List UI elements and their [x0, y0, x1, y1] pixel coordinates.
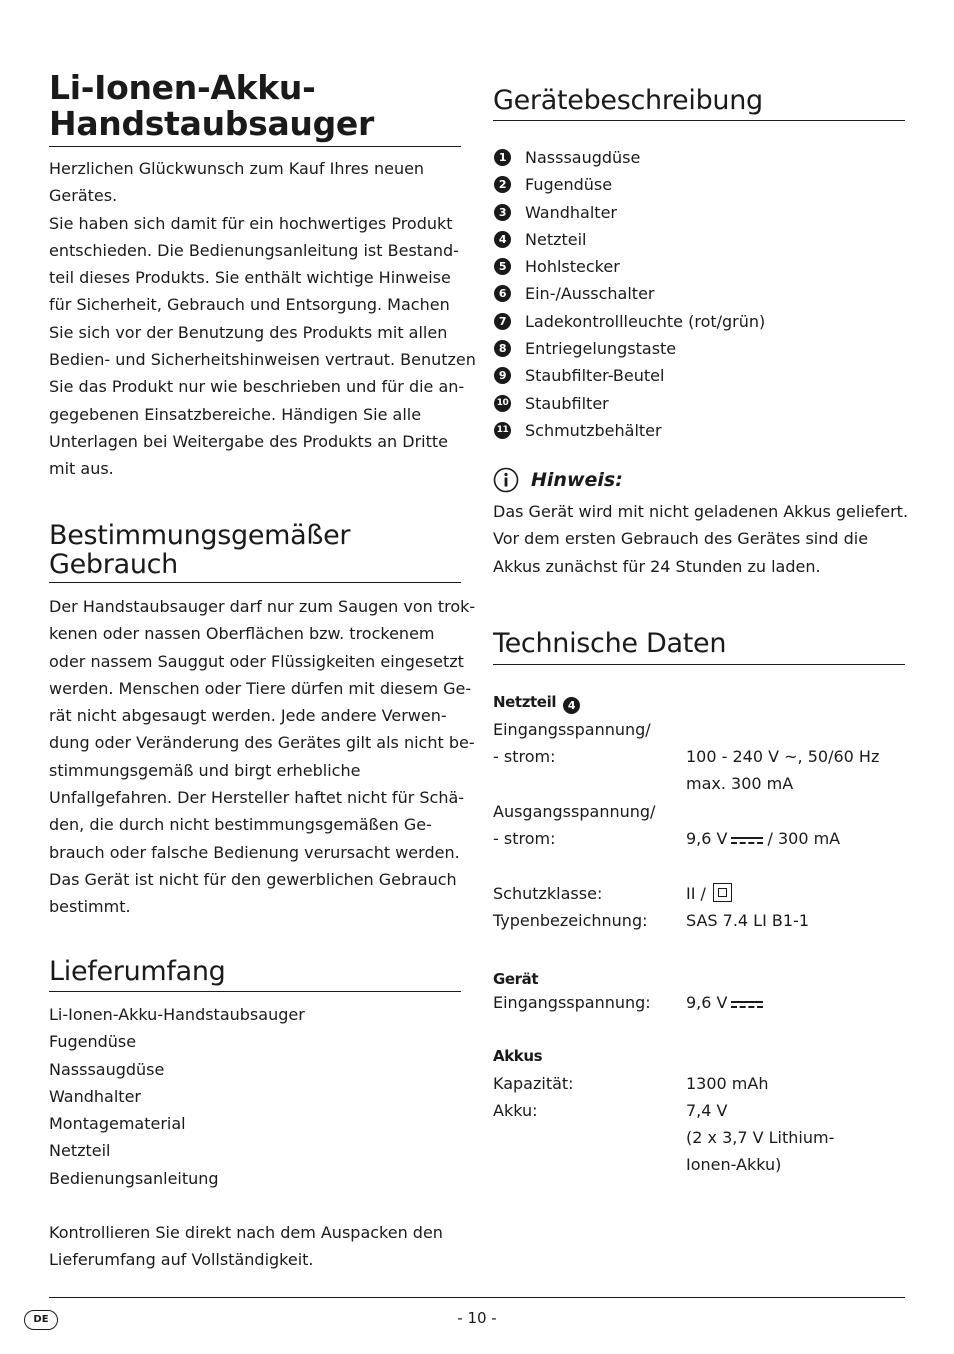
use-line: kenen oder nassen Oberflächen bzw. trockenem: [49, 624, 435, 644]
intro-line: teil dieses Produkts. Sie enthält wichtige Hinweise: [49, 268, 451, 288]
part-label: Hohlstecker: [525, 257, 620, 277]
spec-value: 1300 mAh: [686, 1074, 769, 1093]
use-line: Unfallgefahren. Der Hersteller haftet nicht für Schä-: [49, 788, 465, 808]
scope-check-line: Lieferumfang auf Vollständigkeit.: [49, 1250, 314, 1270]
protection-class: II /: [686, 884, 706, 903]
spec-label: Eingangsspannung/: [493, 720, 651, 739]
part-label: Nasssaugdüse: [525, 148, 641, 167]
intro-line: gegebenen Einsatzbereiche. Händigen Sie alle: [49, 404, 422, 424]
hint-line: Vor dem ersten Gebrauch des Gerätes sind die: [493, 529, 869, 549]
section-heading-tech: Technische Daten: [493, 628, 727, 659]
list-item: [493, 171, 765, 198]
title-rule: [49, 146, 461, 147]
intro-line: entschieden. Die Bedienungsanleitung ist Bestand-: [49, 240, 459, 260]
list-item: [493, 390, 765, 417]
list-item: [493, 253, 765, 280]
part-label: Entriegelungstaste: [525, 339, 677, 359]
list-item: Fugendüse: [49, 1032, 137, 1052]
number-badge-icon: 7: [494, 313, 511, 330]
output-current: / 300 mA: [767, 829, 841, 848]
list-item: [493, 280, 765, 307]
spec-label: - strom:: [493, 747, 556, 766]
output-voltage: 9,6 V: [686, 829, 728, 848]
use-rule: [49, 582, 461, 583]
intro-line: Sie sich vor der Benutzung des Produkts mit allen: [49, 322, 448, 342]
list-item: [493, 417, 765, 444]
part-label: Wandhalter: [525, 202, 617, 222]
part-label: Ladekontrollleuchte (rot/grün): [525, 311, 766, 331]
hint-line: Akkus zunächst für 24 Stunden zu laden.: [493, 556, 821, 576]
parts-list: [493, 144, 765, 444]
device-voltage: 9,6 V: [686, 993, 728, 1012]
use-paragraph: [49, 593, 475, 921]
intro-paragraph: [49, 155, 476, 483]
number-badge-icon: 6: [494, 285, 511, 302]
use-line: werden. Menschen oder Tiere dürfen mit diesem Ge-: [49, 678, 472, 698]
use-line: den, die durch nicht bestimmungsgemäßen Ge-: [49, 815, 432, 835]
spec-label: Eingangsspannung:: [493, 993, 651, 1012]
list-item: [493, 226, 765, 253]
scope-check-paragraph: [49, 1219, 443, 1274]
battery-subheading: Akkus: [493, 1047, 543, 1065]
list-item: Nasssaugdüse: [49, 1059, 165, 1079]
intro-line: Sie das Produkt nur wie beschrieben und für die an-: [49, 377, 465, 397]
spec-value: [686, 880, 732, 907]
scope-check-line: Kontrollieren Sie direkt nach dem Auspacken den: [49, 1223, 443, 1242]
description-rule: [493, 120, 905, 121]
tech-rule: [493, 664, 905, 665]
number-badge-icon: 5: [494, 258, 511, 275]
psu-subheading: [493, 693, 578, 712]
list-item: Montagematerial: [49, 1114, 186, 1134]
spec-value: Ionen-Akku): [686, 1155, 782, 1174]
footer-rule: [49, 1297, 905, 1298]
use-heading-line-2: Gebrauch: [49, 549, 178, 580]
list-item: [493, 362, 765, 389]
use-line: oder nassem Sauggut oder Flüssigkeiten eingesetzt: [49, 651, 464, 671]
language-badge: DE: [24, 1310, 58, 1330]
hint-paragraph: [493, 498, 908, 580]
spec-value: 100 - 240 V ~, 50/60 Hz: [686, 747, 880, 766]
section-heading-scope: Lieferumfang: [49, 956, 226, 987]
page-number: - 10 -: [457, 1309, 497, 1327]
info-icon: [493, 467, 519, 493]
intro-line: Bedien- und Sicherheitshinweisen vertraut. Benutzen: [49, 350, 476, 370]
list-item: [493, 144, 765, 171]
list-item: Li-Ionen-Akku-Handstaubsauger: [49, 1005, 305, 1024]
dc-symbol-icon: [731, 835, 763, 845]
number-badge-icon: 10: [494, 395, 511, 412]
part-label: Staubfilter: [525, 393, 609, 413]
intro-line: Unterlagen bei Weitergabe des Produkts an Dritte: [49, 431, 449, 451]
list-item: Wandhalter: [49, 1086, 141, 1106]
use-line: dung oder Veränderung des Gerätes gilt als nicht be-: [49, 733, 475, 753]
spec-value: SAS 7.4 LI B1-1: [686, 911, 809, 930]
intro-line: für Sicherheit, Gebrauch und Entsorgung. Machen: [49, 295, 450, 315]
number-badge-icon: 1: [494, 149, 511, 166]
spec-label: - strom:: [493, 829, 556, 848]
part-label: Ein-/Ausschalter: [525, 284, 655, 304]
scope-list: [49, 1001, 305, 1192]
use-line: bestimmt.: [49, 897, 131, 917]
hint-title: Hinweis:: [531, 469, 623, 491]
spec-value: [686, 989, 767, 1016]
spec-value: 7,4 V: [686, 1101, 728, 1120]
list-item: [493, 308, 765, 335]
protection-class-ii-icon: [713, 883, 732, 902]
part-label: Schmutzbehälter: [525, 420, 662, 440]
dc-symbol-icon: [731, 999, 763, 1009]
spec-value: (2 x 3,7 V Lithium-: [686, 1128, 835, 1147]
spec-label: Akku:: [493, 1101, 538, 1120]
section-heading-description: Gerätebeschreibung: [493, 85, 763, 116]
part-label: Netzteil: [525, 229, 587, 249]
use-line: Das Gerät ist nicht für den gewerblichen Gebrauch: [49, 869, 457, 889]
list-item: Netzteil: [49, 1141, 111, 1161]
number-badge-icon: 2: [494, 176, 511, 193]
title-line-1: Li-Ionen-Akku-: [49, 68, 316, 107]
hint-line: Das Gerät wird mit nicht geladenen Akkus geliefert.: [493, 502, 909, 521]
title-line-2: Handstaubsauger: [49, 104, 374, 143]
scope-rule: [49, 991, 461, 992]
number-badge-icon: 8: [494, 340, 511, 357]
section-heading-use: [49, 521, 350, 579]
list-item: Bedienungsanleitung: [49, 1168, 219, 1188]
number-badge-icon: 11: [494, 422, 511, 439]
number-badge-icon: 3: [494, 204, 511, 221]
part-label: Staubfilter-Beutel: [525, 366, 665, 386]
psu-label: Netzteil: [493, 693, 557, 711]
list-item: [493, 199, 765, 226]
spec-label: Ausgangsspannung/: [493, 802, 656, 821]
spec-label: Typenbezeichnung:: [493, 911, 648, 930]
use-line: stimmungsgemäß und birgt erhebliche: [49, 760, 361, 780]
use-line: brauch oder falsche Bedienung verursacht werden.: [49, 842, 460, 862]
intro-line: mit aus.: [49, 459, 114, 479]
intro-line: Sie haben sich damit für ein hochwertiges Produkt: [49, 213, 453, 233]
device-subheading: Gerät: [493, 970, 539, 988]
intro-line: Gerätes.: [49, 186, 118, 206]
number-badge-icon: 4: [563, 697, 580, 714]
spec-label: Schutzklasse:: [493, 884, 603, 903]
number-badge-icon: 9: [494, 367, 511, 384]
page-title: [49, 70, 461, 142]
number-badge-icon: 4: [494, 231, 511, 248]
use-line: rät nicht abgesaugt werden. Jede andere Verwen-: [49, 706, 447, 726]
use-line: Der Handstaubsauger darf nur zum Saugen von trok-: [49, 597, 476, 616]
intro-line: Herzlichen Glückwunsch zum Kauf Ihres neuen: [49, 159, 425, 178]
spec-value: [686, 825, 840, 852]
part-label: Fugendüse: [525, 175, 613, 195]
spec-label: Kapazität:: [493, 1074, 574, 1093]
use-heading-line-1: Bestimmungsgemäßer: [49, 520, 351, 551]
spec-value: max. 300 mA: [686, 774, 794, 793]
list-item: [493, 335, 765, 362]
